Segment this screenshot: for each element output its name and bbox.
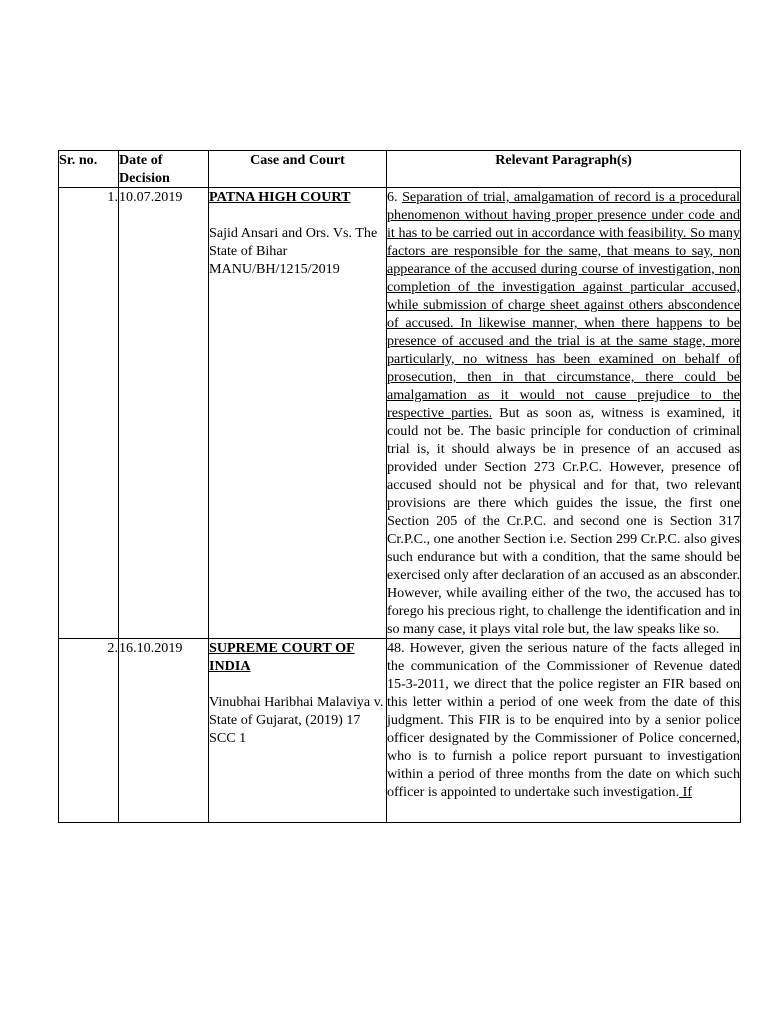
table-header-row [59, 151, 741, 188]
case-citation: Sajid Ansari and Ors. Vs. The State of Bihar MANU/BH/1215/2019 [209, 225, 378, 277]
row-relevant-paragraph [387, 639, 741, 823]
header-date-of-decision: Date of Decision [119, 151, 209, 188]
paragraph-text: 48. However, given the serious nature of the facts alleged in the communication of the Commissioner of Revenue dated 15-3-2011, we direct that the police register an FIR based on this letter within a period of one week from the date of this judgment. This FIR is to be enquired into by a senior police officer designated by the Commissioner of Police concerned, who is to furnish a police report pursuant to investigation within a period of three months from the date on which such officer is appointed to undertake such investigation. [387, 640, 740, 800]
paragraph-number: 6. [387, 189, 403, 205]
row-case-and-court [209, 639, 387, 823]
paragraph-text: But as soon as, witness is examined, it could not be. The basic principle for conduction of criminal trial is, it should always be in presence of an accused as provided under Section 273 Cr.P.C. However, presence of accused should not be physical and for that, two relevant provisions are there which guides the issue, the first one Section 205 of the Cr.P.C. and second one is Section 317 Cr.P.C., one another Section i.e. Section 299 Cr.P.C. also gives such endurance but with a condition, that the same should be exercised only after declaration of an accused as an absconder. However, while availing either of the two, the accused has to forego his precious right, to challenge the identification and in so many case, it plays vital role but, the law speaks like so. [387, 405, 740, 637]
paragraph-underlined-text: Separation of trial, amalgamation of record is a procedural phenomenon without having proper presence under code and it has to be carried out in accordance with feasibility. So many factors are responsible for the same, that means to say, non appearance of the accused during course of investigation, non completion of the investigation against particular accused, while submission of charge sheet against others abscondence of accused. In likewise manner, when there happens to be presence of accused and the trial is at the same stage, more particularly, no witness has been examined on behalf of prosecution, then in that circumstance, there could be amalgamation as it would not cause prejudice to the respective parties. [387, 189, 740, 421]
case-law-table [58, 150, 741, 823]
court-name: SUPREME COURT OF INDIA [209, 640, 355, 674]
header-relevant-paragraphs: Relevant Paragraph(s) [387, 151, 741, 188]
table-row [59, 639, 741, 823]
case-citation: Vinubhai Haribhai Malaviya v. State of Gujarat, (2019) 17 SCC 1 [209, 694, 384, 746]
table-row [59, 188, 741, 639]
header-case-and-court: Case and Court [209, 151, 387, 188]
header-sr-no: Sr. no. [59, 151, 119, 188]
row-case-and-court [209, 188, 387, 639]
row-sr-no: 2. [59, 639, 119, 823]
row-sr-no: 1. [59, 188, 119, 639]
row-relevant-paragraph [387, 188, 741, 639]
court-name: PATNA HIGH COURT [209, 189, 351, 205]
row-decision-date: 10.07.2019 [119, 188, 209, 639]
paragraph-underlined-text: If [679, 784, 693, 800]
row-decision-date: 16.10.2019 [119, 639, 209, 823]
